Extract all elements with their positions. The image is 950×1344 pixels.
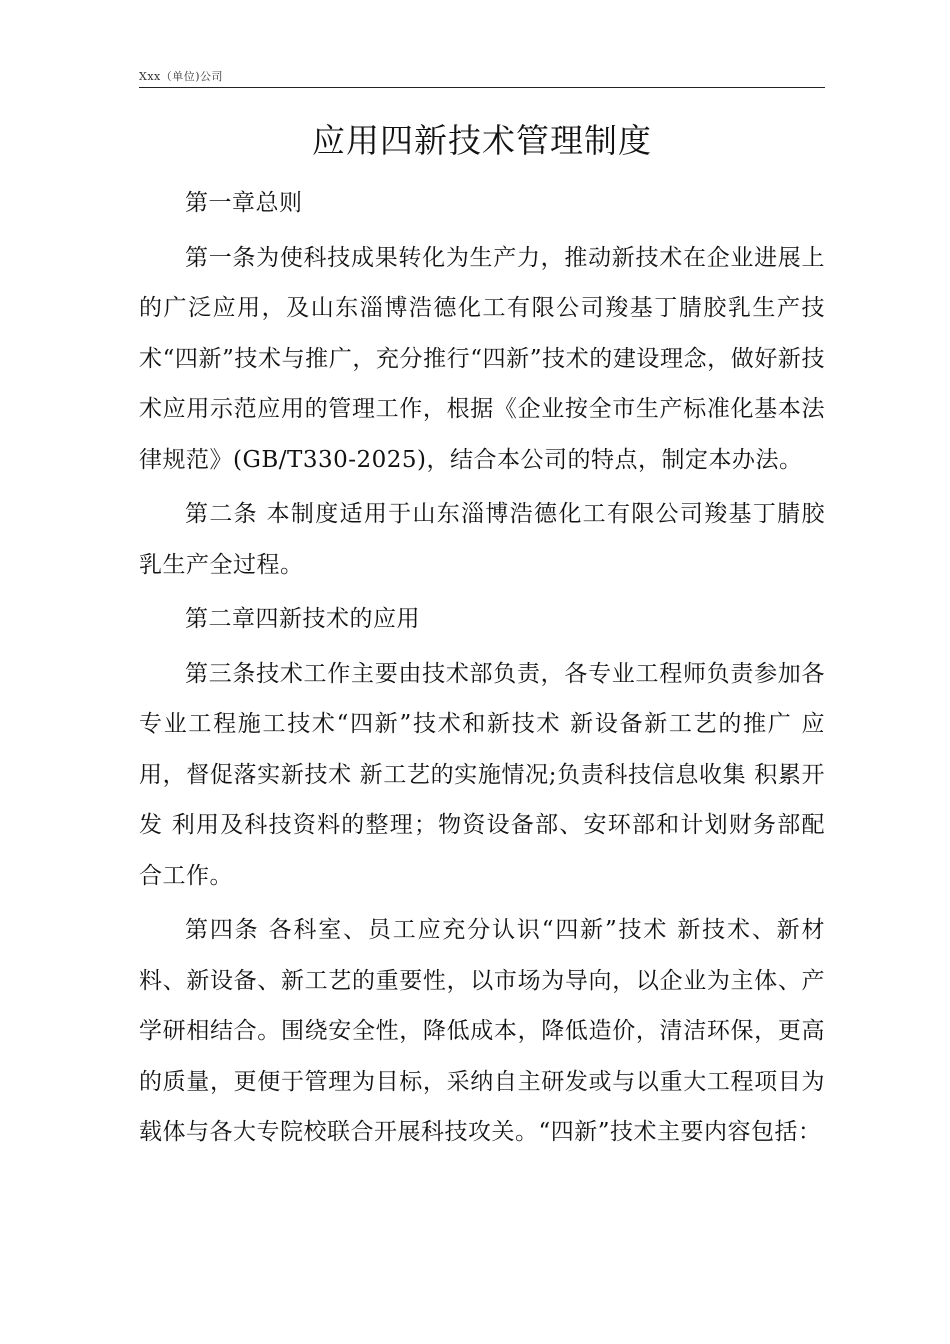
document-title: 应用四新技术管理制度 [312,121,652,160]
document-body [139,178,825,1158]
article-paragraph: 第二条 本制度适用于山东淄博浩德化工有限公司羧基丁腈胶乳生产全过程。 [139,501,825,578]
article-paragraph: 第一条为使科技成果转化为生产力，推动新技术在企业进展上的广泛应用，及山东淄博浩德化工有限公司羧基丁腈胶乳生产技术“四新”技术与推广，充分推行“四新”技术的建设理念，做好新技术应用示范应用的管理工作，根据《企业按全市生产标准化基本法律规范》(GB/T330-2025)，结合本公司的特点，制定本办法。 [139,244,825,473]
chapter-heading: 第一章总则 [185,190,303,216]
article-paragraph: 第四条 各科室、员工应充分认识“四新”技术 新技术、新材料、新设备、新工艺的重要性，以市场为导向，以企业为主体、产学研相结合。围绕安全性，降低成本，降低造价，清洁环保，更高的质量，更便于管理为目标，采纳自主研发或与以重大工程项目为载体与各大专院校联合开展科技攻关。“四新”技术主要内容包括： [139,917,825,1145]
article-paragraph: 第三条技术工作主要由技术部负责，各专业工程师负责参加各专业工程施工技术“四新”技术和新技术 新设备新工艺的推广 应用，督促落实新技术 新工艺的实施情况;负责科技信息收集 积累开发 利用及科技资料的整理；物资设备部、安环部和计划财务部配合工作。 [139,660,825,889]
chapter-heading: 第二章四新技术的应用 [185,606,420,632]
header-company-name: Xxx（单位)公司 [139,70,224,83]
page-header [139,68,825,88]
